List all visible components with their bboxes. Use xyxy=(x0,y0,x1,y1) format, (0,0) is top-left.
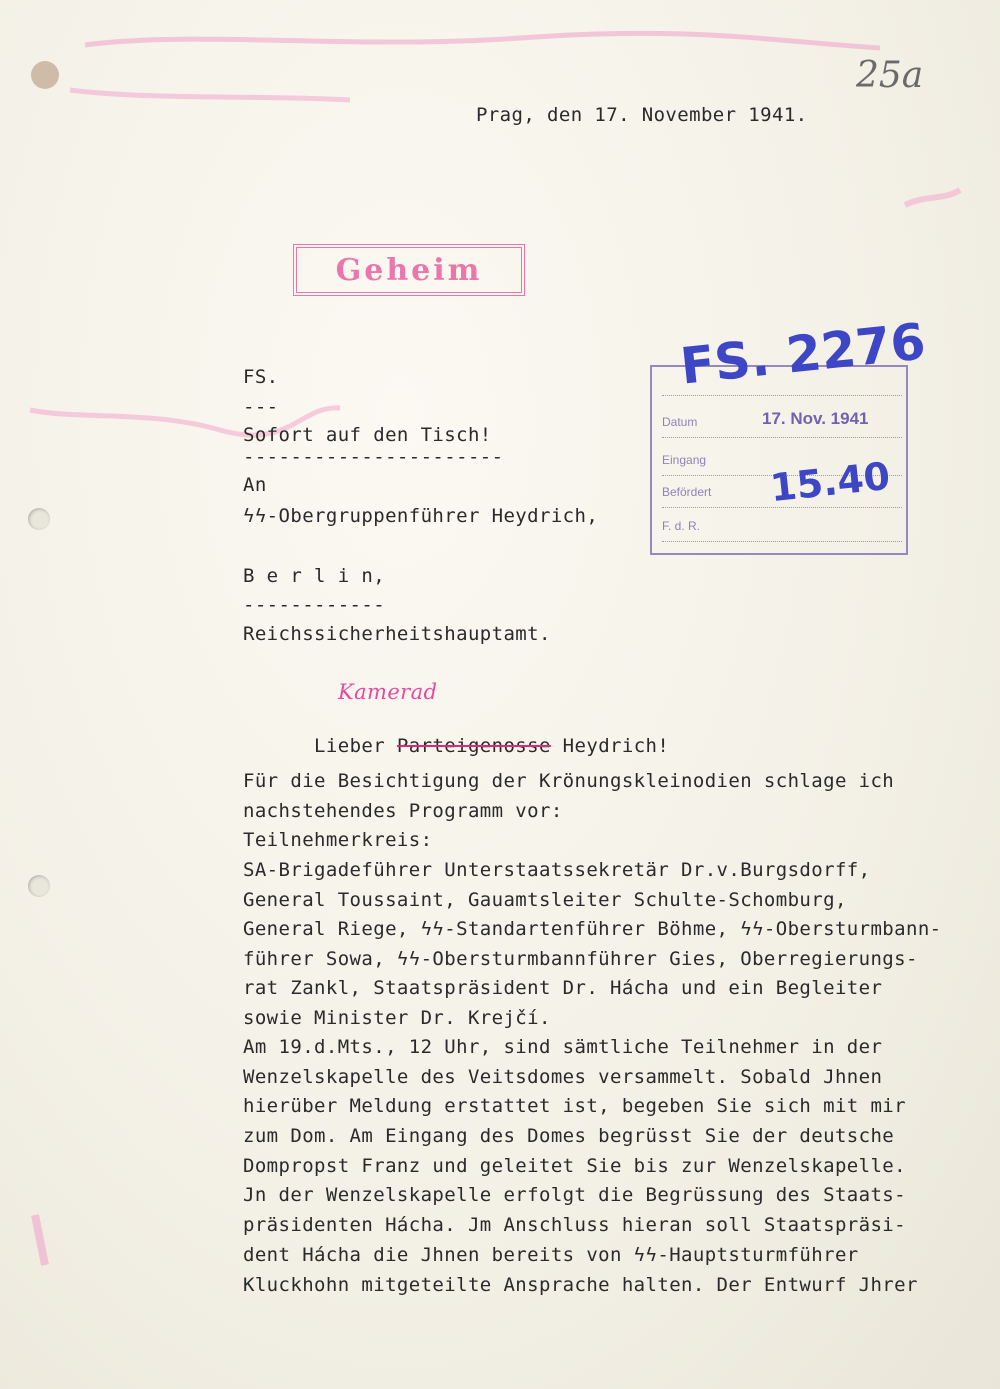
page-number-handwritten: 25a xyxy=(856,55,924,96)
body-line: Teilnehmerkreis: xyxy=(243,829,433,851)
body-line: General Toussaint, Gauamtsleiter Schulte-Schomburg, xyxy=(243,889,847,911)
body-line: rat Zankl, Staatspräsident Dr. Hácha und ein Begleiter xyxy=(243,977,883,999)
body-line: nachstehendes Programm vor: xyxy=(243,800,563,822)
body-line: Für die Besichtigung der Krönungskleinodien schlage ich xyxy=(243,770,895,792)
line-urgent: Sofort auf den Tisch! xyxy=(243,424,492,446)
handwritten-time: 15.40 xyxy=(768,453,893,511)
handwritten-number: FS. 2276 xyxy=(677,312,929,396)
reg-row-forwarded: Befördert xyxy=(662,485,902,508)
reg-row-fdr: F. d. R. xyxy=(662,519,902,542)
geheim-stamp: Geheim xyxy=(293,244,525,296)
body-line: Am 19.d.Mts., 12 Uhr, sind sämtliche Teilnehmer in der xyxy=(243,1036,883,1058)
body-line: Jn der Wenzelskapelle erfolgt die Begrüssung des Staats- xyxy=(243,1184,906,1206)
body-line: sowie Minister Dr. Krejčí. xyxy=(243,1007,551,1029)
line-recipient: ϟϟ-Obergruppenführer Heydrich, xyxy=(243,505,599,527)
line-urgent-rule: ---------------------- xyxy=(243,446,504,468)
line-to: An xyxy=(243,474,267,496)
body-line: General Riege, ϟϟ-Standartenführer Böhme, ϟϟ-Obersturmbann- xyxy=(243,918,942,940)
line-city-rule: ------------ xyxy=(243,594,386,616)
line-fs-rule: --- xyxy=(243,396,279,418)
reg-date-label: Datum xyxy=(662,415,698,429)
salutation-end: Heydrich! xyxy=(550,735,670,757)
body-line: führer Sowa, ϟϟ-Obersturmbannführer Gies, Oberregierungs- xyxy=(243,948,918,970)
line-city: B e r l i n, xyxy=(243,565,386,587)
body-line: Wenzelskapelle des Veitsdomes versammelt. Sobald Jhnen xyxy=(243,1066,883,1088)
line-office: Reichssicherheitshauptamt. xyxy=(243,623,551,645)
salutation-struck: Parteigenosse xyxy=(396,735,551,757)
salutation-start: Lieber xyxy=(314,735,397,757)
salutation-correction: Kamerad xyxy=(338,680,438,704)
punch-hole-top xyxy=(28,508,50,530)
body-line: präsidenten Hácha. Jm Anschluss hieran soll Staatspräsi- xyxy=(243,1214,906,1236)
body-line: hierüber Meldung erstattet ist, begeben Sie sich mit mir xyxy=(243,1095,906,1117)
body-line: Kluckhohn mitgeteilte Ansprache halten. Der Entwurf Jhrer xyxy=(243,1274,918,1296)
reg-row-date xyxy=(662,409,902,438)
date-line: Prag, den 17. November 1941. xyxy=(476,104,808,126)
body-line: zum Dom. Am Eingang des Domes begrüsst Sie der deutsche xyxy=(243,1125,895,1147)
reg-row-entry: Eingang xyxy=(662,453,902,476)
body-line: SA-Brigadeführer Unterstaatssekretär Dr.v.Burgsdorff, xyxy=(243,859,871,881)
body-line: dent Hácha die Jhnen bereits von ϟϟ-Hauptsturmführer xyxy=(243,1244,859,1266)
line-fs: FS. xyxy=(243,366,279,388)
body-line: Dompropst Franz und geleitet Sie bis zur Wenzelskapelle. xyxy=(243,1155,906,1177)
reg-date-value: 17. Nov. 1941 xyxy=(762,409,869,428)
punch-hole-bottom xyxy=(28,875,50,897)
